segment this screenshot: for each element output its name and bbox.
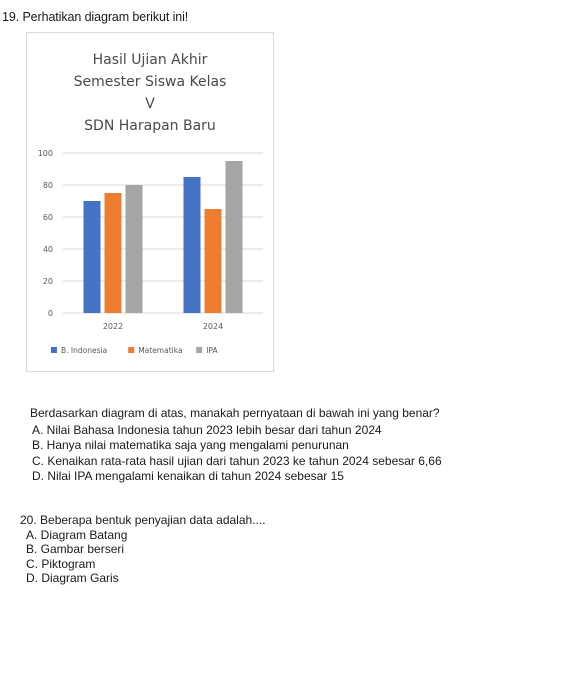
- option-19-d[interactable]: D. Nilai IPA mengalami kenaikan di tahun 2024 sebesar 15: [32, 469, 344, 483]
- question-19-stem: Berdasarkan diagram di atas, manakah pernyataan di bawah ini yang benar?: [30, 406, 440, 420]
- legend-swatch: [196, 347, 202, 353]
- option-20-d[interactable]: D. Diagram Garis: [26, 571, 119, 585]
- legend-label: B. Indonesia: [61, 346, 108, 355]
- bar: [226, 161, 243, 313]
- option-19-a[interactable]: A. Nilai Bahasa Indonesia tahun 2023 lebih besar dari tahun 2024: [32, 422, 382, 437]
- y-tick-label: 100: [37, 149, 53, 158]
- bar: [184, 177, 201, 313]
- question-20: [20, 513, 266, 586]
- x-tick-label: 2024: [202, 322, 224, 331]
- legend-label: Matematika: [138, 346, 183, 355]
- y-tick-label: 20: [42, 277, 53, 286]
- question-20-stem: 20. Beberapa bentuk penyajian data adalah....: [20, 513, 266, 527]
- chart-title-line: SDN Harapan Baru: [84, 118, 216, 134]
- option-19-b[interactable]: B. Hanya nilai matematika saja yang mengalami penurunan: [32, 438, 349, 452]
- x-tick-label: 2022: [102, 322, 124, 331]
- bar: [84, 201, 101, 313]
- chart-title-line: Hasil Ujian Akhir: [92, 52, 208, 68]
- legend-swatch: [51, 347, 57, 353]
- bar: [205, 209, 222, 313]
- legend-swatch: [128, 347, 134, 353]
- option-20-a[interactable]: A. Diagram Batang: [26, 527, 128, 542]
- question-19-body: [30, 406, 442, 485]
- legend-label: IPA: [206, 346, 218, 355]
- chart-title-line: V: [145, 96, 155, 112]
- y-tick-label: 40: [42, 245, 53, 254]
- bar: [126, 185, 143, 313]
- option-20-c[interactable]: C. Piktogram: [26, 556, 96, 571]
- y-tick-label: 80: [42, 181, 53, 190]
- bar: [105, 193, 122, 313]
- chart-plot: [27, 33, 273, 371]
- bar-chart: [26, 32, 274, 372]
- question-19-title: 19. Perhatikan diagram berikut ini!: [2, 10, 189, 24]
- option-19-c[interactable]: C. Kenaikan rata-rata hasil ujian dari tahun 2023 ke tahun 2024 sebesar 6,66: [32, 453, 442, 468]
- y-tick-label: 0: [47, 309, 53, 318]
- chart-title-line: Semester Siswa Kelas: [73, 74, 227, 90]
- y-tick-label: 60: [42, 213, 53, 222]
- option-20-b[interactable]: B. Gambar berseri: [26, 542, 125, 556]
